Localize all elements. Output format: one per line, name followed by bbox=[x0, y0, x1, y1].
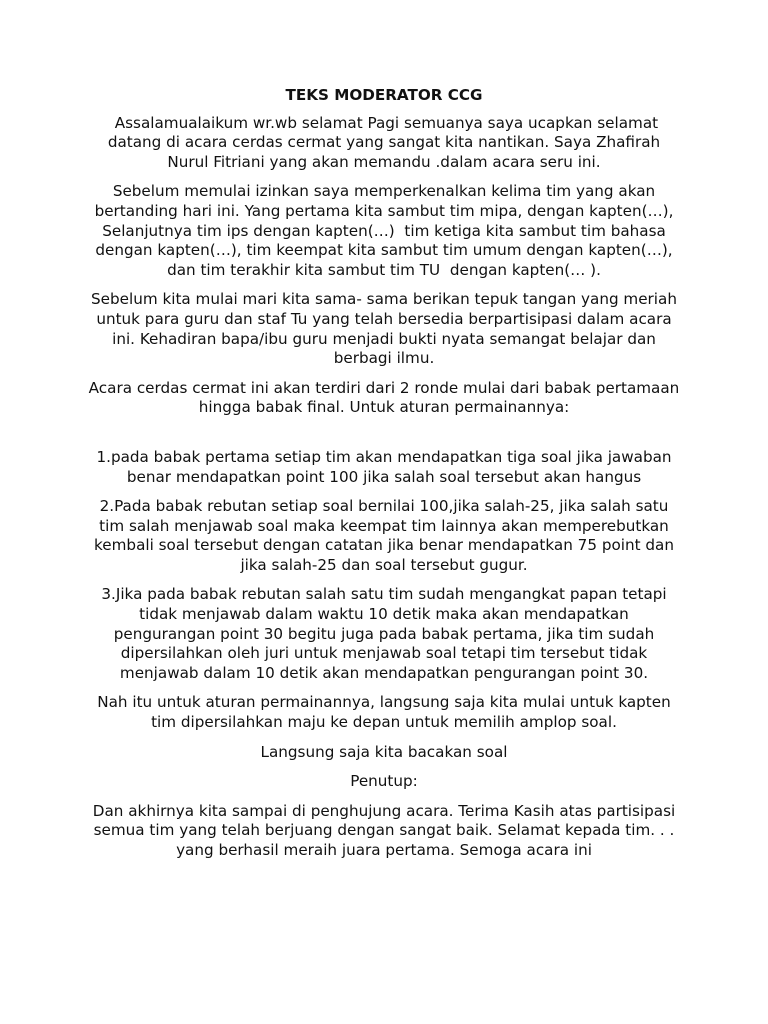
paragraph-read-questions: Langsung saja kita bacakan soal bbox=[260, 742, 508, 761]
rule-item-3: 3.Jika pada babak rebutan salah satu tim sudah mengangkat papan tetapi tidak menjawab dalam waktu 10 detik maka akan mendapatkan pengurangan point 30 begitu juga pada babak pertama, jika tim sudah dipersilahkan oleh juri untuk menjawab soal tetapi tim tersebut tidak menjawab dalam 10 detik akan mendapatkan pengurangan point 30. bbox=[101, 585, 672, 682]
rule-item-1: 1.pada babak pertama setiap tim akan mendapatkan tiga soal jika jawaban benar mendapatkan point 100 jika salah soal tersebut akan hangus bbox=[96, 447, 677, 486]
paragraph-start-game: Nah itu untuk aturan permainannya, langsung saja kita mulai untuk kapten tim dipersilahkan maju ke depan untuk memilih amplop soal. bbox=[97, 693, 676, 732]
closing-heading: Penutup: bbox=[350, 772, 418, 791]
paragraph-rules-intro: Acara cerdas cermat ini akan terdiri dari 2 ronde mulai dari babak pertamaan hingga babak final. Untuk aturan permainannya: bbox=[88, 378, 685, 417]
rule-item-2: 2.Pada babak rebutan setiap soal bernilai 100,jika salah-25, jika salah satu tim salah menjawab soal maka keempat tim lainnya akan memperebutkan kembali soal tersebut dengan catatan jika benar mendapatkan 75 point dan jika salah-25 dan soal tersebut gugur. bbox=[94, 497, 679, 574]
paragraph-closing: Dan akhirnya kita sampai di penghujung acara. Terima Kasih atas partisipasi semua tim yang telah berjuang dengan sangat baik. Selamat kepada tim. . . yang berhasil meraih juara pertama. Semoga acara ini bbox=[92, 801, 681, 859]
paragraph-applause: Sebelum kita mulai mari kita sama- sama berikan tepuk tangan yang meriah untuk para guru dan staf Tu yang telah bersedia berpartisipasi dalam acara ini. Kehadiran bapa/ibu guru menjadi bukti nyata semangat belajar dan berbagi ilmu. bbox=[91, 290, 682, 368]
paragraph-team-introduction: Sebelum memulai izinkan saya memperkenalkan kelima tim yang akan bertanding hari ini. Yang pertama kita sambut tim mipa, dengan kapten(…), Selanjutnya tim ips dengan kapten(…) tim ketiga kita sambut tim bahasa dengan kapten(…), tim keempat kita sambut tim umum dengan kapten(…), dan tim terakhir kita sambut tim TU dengan kapten(… ). bbox=[94, 182, 679, 279]
document-page bbox=[88, 86, 685, 871]
document-title: TEKS MODERATOR CCG bbox=[285, 86, 483, 104]
paragraph-opening: Assalamualaikum wr.wb selamat Pagi semuanya saya ucapkan selamat datang di acara cerdas cermat yang sangat kita nantikan. Saya Zhafirah Nurul Fitriani yang akan memandu .dalam acara seru ini. bbox=[107, 113, 665, 171]
blank-line bbox=[88, 428, 680, 448]
